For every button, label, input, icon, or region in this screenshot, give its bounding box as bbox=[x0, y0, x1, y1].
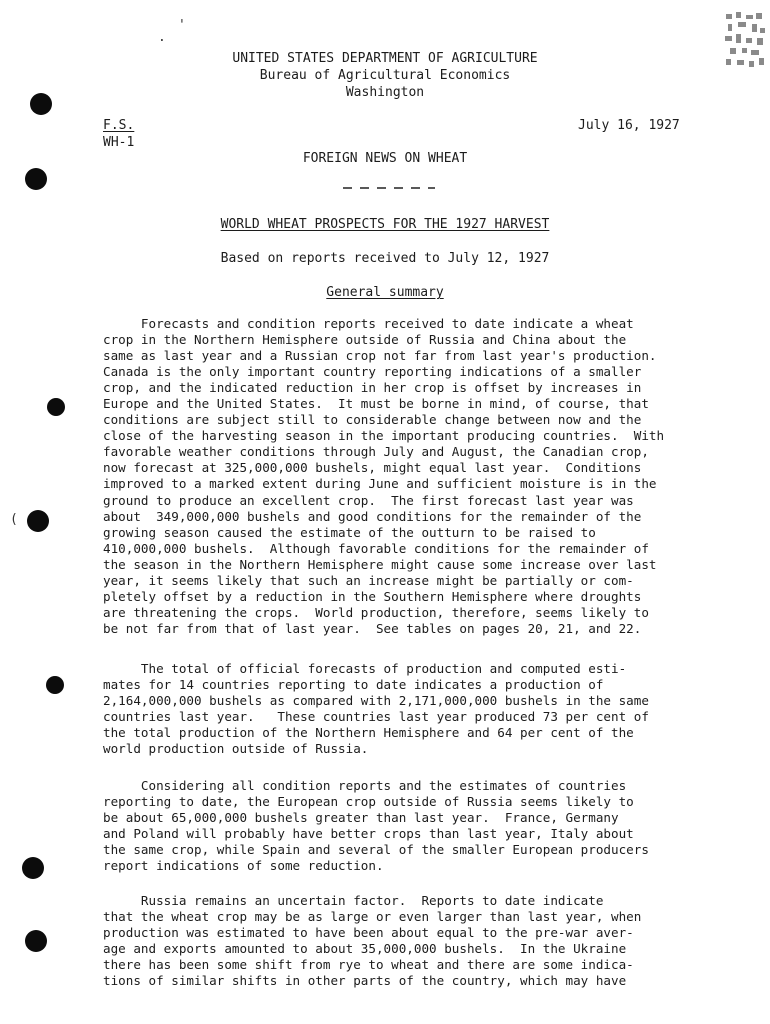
paragraph-european-crop bbox=[103, 778, 649, 874]
text-line: the season in the Northern Hemisphere might cause some increase over last bbox=[103, 556, 657, 572]
text-line: be about 65,000,000 bushels greater than last year. France, Germany bbox=[103, 810, 619, 826]
text-line: mates for 14 countries reporting to date indicates a production of bbox=[103, 677, 604, 693]
text-line: growing season caused the estimate of the outturn to be raised to bbox=[103, 524, 596, 540]
text-line: improved to a marked extent during June and sufficient moisture is in the bbox=[103, 476, 657, 492]
text-line: and Poland will probably have better crops than last year, Italy about bbox=[103, 826, 634, 842]
text-line: there has been some shift from rye to wheat and there are some indica- bbox=[103, 957, 634, 973]
department-name: UNITED STATES DEPARTMENT OF AGRICULTURE bbox=[232, 51, 538, 66]
city-name: Washington bbox=[345, 85, 425, 100]
text-line: 410,000,000 bushels. Although favorable conditions for the remainder of bbox=[103, 540, 649, 556]
paragraph-official-forecasts bbox=[103, 661, 649, 757]
series-number: WH-1 bbox=[103, 135, 135, 150]
paragraph-russia bbox=[103, 893, 641, 989]
dash-divider bbox=[343, 186, 435, 190]
series-code bbox=[103, 117, 134, 151]
punch-hole bbox=[22, 857, 44, 879]
stray-mark: ( bbox=[10, 512, 18, 527]
punch-hole bbox=[25, 930, 47, 952]
text-line: favorable weather conditions through July and August, the Canadian crop, bbox=[103, 444, 649, 460]
punch-hole bbox=[25, 168, 47, 190]
stray-mark: ' bbox=[178, 18, 186, 33]
document-title-text: WORLD WHEAT PROSPECTS FOR THE 1927 HARVEST bbox=[220, 217, 550, 232]
text-line: ground to produce an excellent crop. The first forecast last year was bbox=[103, 492, 634, 508]
reports-basis: Based on reports received to July 12, 1927 bbox=[220, 251, 550, 266]
series-label: F.S. bbox=[103, 118, 135, 133]
punch-hole bbox=[27, 510, 49, 532]
text-line: tions of similar shifts in other parts of the country, which may have bbox=[103, 973, 627, 989]
text-line: the same crop, while Spain and several of the smaller European producers bbox=[103, 842, 649, 858]
letterhead bbox=[0, 50, 770, 101]
text-line: year, it seems likely that such an increase might be partially or com- bbox=[103, 572, 634, 588]
text-line: are threatening the crops. World production, therefore, seems likely to bbox=[103, 604, 649, 620]
text-line: Russia remains an uncertain factor. Reports to date indicate bbox=[103, 893, 604, 908]
text-line: be not far from that of last year. See tables on pages 20, 21, and 22. bbox=[103, 620, 642, 636]
text-line: pletely offset by a reduction in the Southern Hemisphere where droughts bbox=[103, 588, 642, 604]
text-line: now forecast at 325,000,000 bushels, might equal last year. Conditions bbox=[103, 460, 642, 476]
section-heading-text: General summary bbox=[326, 285, 444, 300]
text-line: same as last year and a Russian crop not far from last year's production. bbox=[103, 348, 657, 364]
paragraph-summary bbox=[103, 316, 664, 637]
text-line: Canada is the only important country reporting indications of a smaller bbox=[103, 364, 642, 380]
text-line: about 349,000,000 bushels and good conditions for the remainder of the bbox=[103, 508, 642, 524]
document-subtitle: FOREIGN NEWS ON WHEAT bbox=[302, 151, 468, 166]
stray-mark: . bbox=[158, 30, 166, 45]
text-line: close of the harvesting season in the important producing countries. With bbox=[103, 428, 665, 444]
document-title bbox=[0, 216, 770, 233]
text-line: The total of official forecasts of production and computed esti- bbox=[103, 661, 627, 676]
bureau-name: Bureau of Agricultural Economics bbox=[259, 68, 511, 83]
text-line: age and exports amounted to about 35,000,000 bushels. In the Ukraine bbox=[103, 941, 627, 957]
section-heading bbox=[0, 284, 770, 301]
text-line: reporting to date, the European crop outside of Russia seems likely to bbox=[103, 794, 634, 810]
text-line: world production outside of Russia. bbox=[103, 741, 369, 757]
text-line: crop in the Northern Hemisphere outside of Russia and China about the bbox=[103, 332, 627, 348]
text-line: 2,164,000,000 bushels as compared with 2,171,000,000 bushels in the same bbox=[103, 693, 649, 709]
text-line: the total production of the Northern Hemisphere and 64 per cent of the bbox=[103, 725, 634, 741]
text-line: Europe and the United States. It must be borne in mind, of course, that bbox=[103, 396, 649, 412]
text-line: that the wheat crop may be as large or even larger than last year, when bbox=[103, 909, 642, 925]
text-line: conditions are subject still to considerable change between now and the bbox=[103, 412, 642, 428]
text-line: production was estimated to have been about equal to the pre-war aver- bbox=[103, 925, 634, 941]
text-line: countries last year. These countries last year produced 73 per cent of bbox=[103, 709, 649, 725]
text-line: report indications of some reduction. bbox=[103, 858, 384, 874]
text-line: Considering all condition reports and the estimates of countries bbox=[103, 778, 627, 793]
text-line: crop, and the indicated reduction in her crop is offset by increases in bbox=[103, 380, 642, 396]
punch-hole bbox=[46, 676, 64, 694]
document-date: July 16, 1927 bbox=[578, 118, 680, 133]
punch-hole bbox=[47, 398, 65, 416]
text-line: Forecasts and condition reports received to date indicate a wheat bbox=[103, 316, 634, 331]
